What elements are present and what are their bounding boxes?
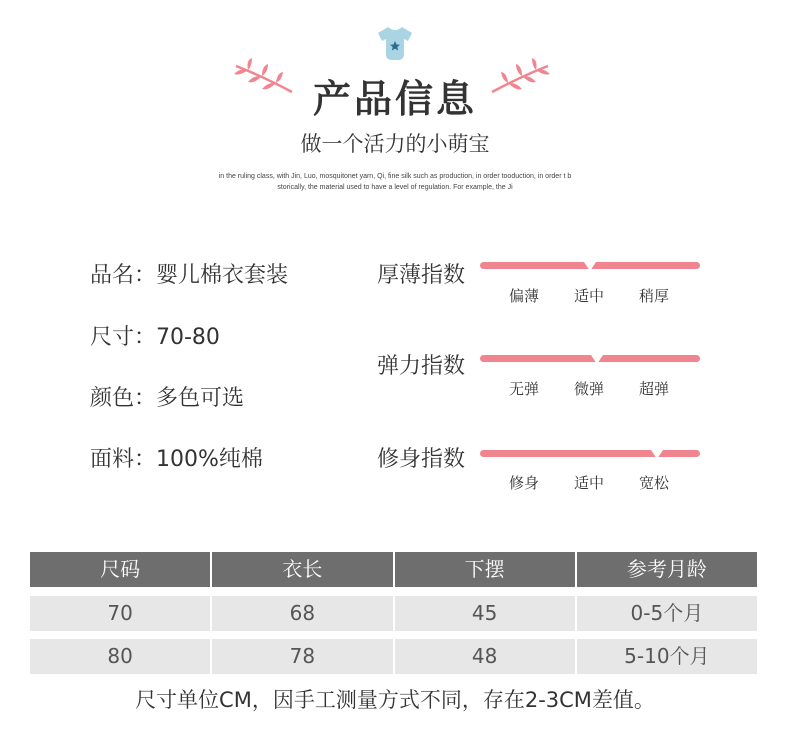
product-name: 品名：婴儿棉衣套装: [90, 263, 289, 288]
thickness-index-label: 厚薄指数: [377, 263, 466, 288]
onesie-icon: [374, 24, 416, 62]
cell-length: 78: [212, 639, 394, 674]
measurement-note: 尺寸单位CM，因手工测量方式不同，存在2-3CM差值。: [135, 688, 655, 712]
table-row: [30, 596, 757, 631]
cell-age: 0-5个月: [630, 601, 704, 625]
cell-hem: 45: [395, 596, 577, 631]
elasticity-index-label: 弹力指数: [377, 354, 466, 379]
cell-age: 5-10个月: [624, 644, 710, 668]
cell-hem: 48: [395, 639, 577, 674]
fit-option-1: 修身: [508, 474, 539, 492]
thickness-index-marker: [584, 262, 596, 271]
thickness-option-3: 稍厚: [638, 287, 669, 305]
elasticity-option-1: 无弹: [508, 380, 539, 398]
elasticity-option-2: 微弹: [573, 380, 604, 398]
fit-option-3: 宽松: [638, 474, 669, 492]
size-table-header: [30, 552, 757, 587]
elasticity-option-3: 超弹: [638, 380, 669, 398]
english-line-2: storically, the material used to have a level of regulation. For example, the Ji: [277, 184, 513, 191]
elasticity-index-bar: [480, 355, 700, 362]
elasticity-index-marker: [591, 355, 603, 364]
header-hem: 下摆: [395, 552, 577, 587]
fit-option-2: 适中: [573, 474, 604, 492]
header-age: 参考月龄: [626, 557, 707, 581]
product-fabric: 面料：100%纯棉: [90, 447, 263, 472]
cell-size: 70: [30, 596, 212, 631]
fit-index-label: 修身指数: [377, 447, 466, 472]
fit-index-marker: [651, 450, 663, 459]
product-color: 颜色：多色可选: [90, 386, 245, 411]
cell-size: 80: [30, 639, 212, 674]
table-row: [30, 639, 757, 674]
cell-length: 68: [212, 596, 394, 631]
thickness-option-1: 偏薄: [508, 287, 539, 305]
thickness-option-2: 适中: [573, 287, 604, 305]
page-title: 产品信息: [312, 77, 477, 121]
header-length: 衣长: [212, 552, 394, 587]
english-line-1: in the ruling class, with Jin, Luo, mosquitonet yarn, Qi, fine silk such as production, in order tooduction, in order t b: [218, 173, 572, 180]
fit-index-bar: [480, 450, 700, 457]
product-size: 尺寸：70-80: [90, 325, 220, 350]
english-caption: [150, 171, 640, 193]
header-size: 尺码: [30, 552, 212, 587]
page-subtitle: 做一个活力的小萌宝: [300, 132, 490, 156]
